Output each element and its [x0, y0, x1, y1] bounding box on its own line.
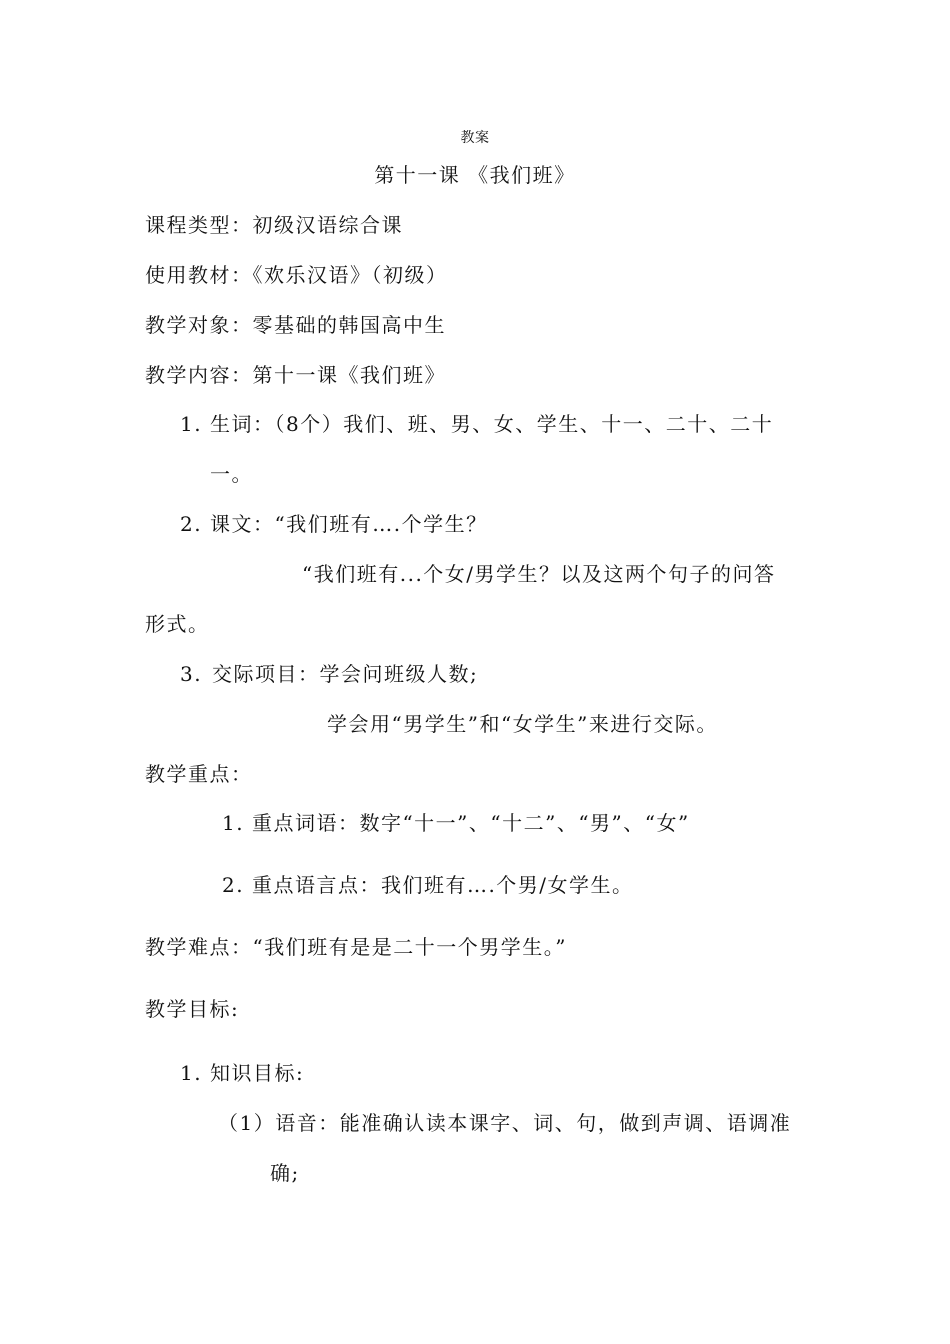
key-point-2: 2. 重点语言点：我们班有….个男/女学生。 — [222, 873, 634, 897]
goal-1-sub-1: （1）语音：能准确认读本课字、词、句，做到声调、语调准 — [218, 1111, 792, 1135]
content-item-2-cont2: 形式。 — [145, 612, 210, 636]
content-item-3-cont: 学会用“男学生”和“女学生”来进行交际。 — [327, 712, 718, 736]
audience-line: 教学对象：零基础的韩国高中生 — [145, 313, 446, 337]
content-item-1-cont: 一。 — [210, 462, 253, 486]
difficulty-line: 教学难点：“我们班有是是二十一个男学生。” — [145, 935, 567, 959]
goal-1-sub-1-cont: 确; — [270, 1161, 300, 1185]
item-text: 交际项目：学会问班级人数; — [212, 662, 479, 686]
item-number: 1. — [180, 1061, 203, 1085]
content-item-1 — [180, 411, 773, 437]
course-type-line: 课程类型：初级汉语综合课 — [145, 213, 403, 237]
item-text: 生词：（8个）我们、班、男、女、学生、十一、二十、二十 — [210, 412, 774, 436]
goal-1 — [180, 1060, 304, 1086]
key-points-label: 教学重点： — [145, 762, 253, 786]
item-text: 课文：“我们班有….个学生？ — [210, 512, 488, 536]
item-number: 2. — [180, 512, 203, 536]
content-item-3 — [180, 661, 478, 687]
textbook-line: 使用教材：《欢乐汉语》（初级） — [145, 263, 448, 287]
item-text: 知识目标: — [210, 1061, 305, 1085]
lesson-title: 第十一课 《我们班》 — [374, 163, 576, 187]
item-number: 1. — [180, 412, 203, 436]
content-item-2-cont: “我们班有...个女/男学生？以及这两个句子的问答 — [302, 562, 776, 586]
key-point-1: 1. 重点词语：数字“十一”、“十二”、“男”、“女” — [222, 811, 690, 835]
page-header: 教案 — [460, 130, 490, 146]
content-item-2 — [180, 511, 488, 537]
content-label: 教学内容：第十一课《我们班》 — [145, 363, 446, 387]
goals-label: 教学目标: — [145, 997, 240, 1021]
item-number: 3. — [180, 662, 203, 686]
